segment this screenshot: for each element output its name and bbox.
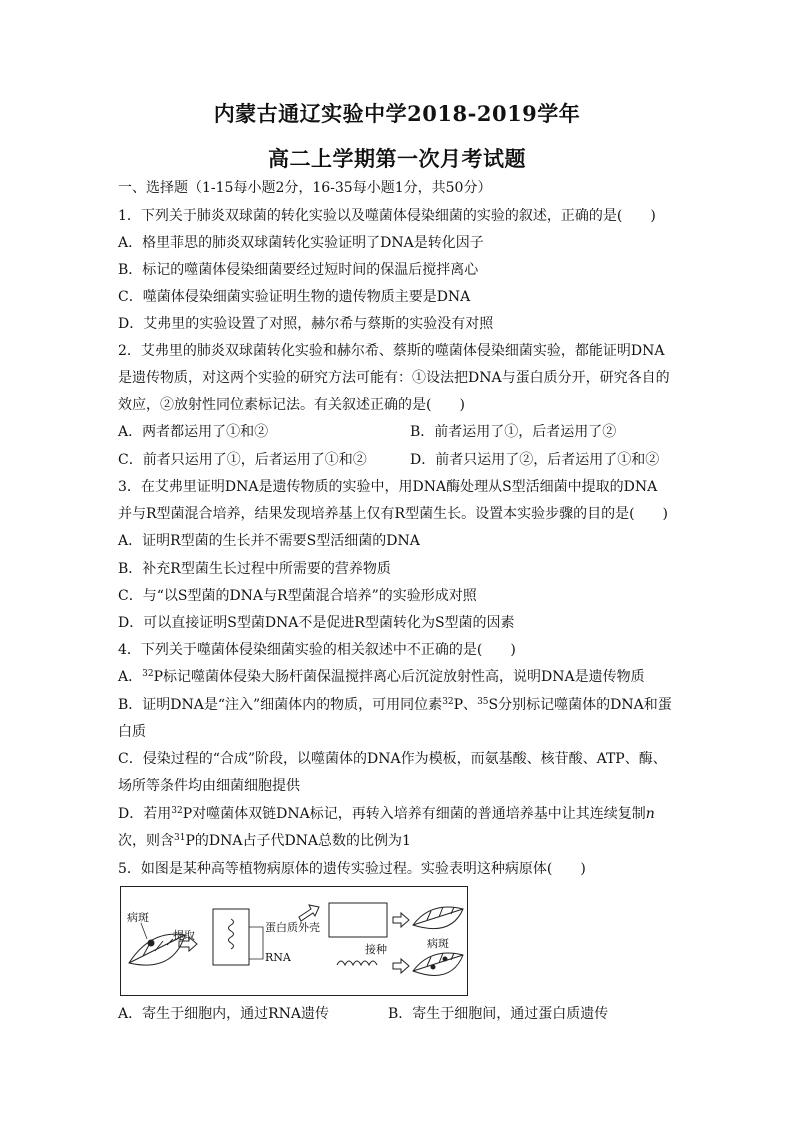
- q4-b-isotope-1: 32: [442, 697, 454, 707]
- q3-option-a: A．证明R型菌的生长并不需要S型活细菌的DNA: [118, 533, 420, 549]
- pathogen-experiment-figure: [120, 886, 468, 996]
- q4-d2-prefix: 次，则含: [118, 833, 174, 849]
- q4-a-text: P标记噬菌体侵染大肠杆菌保温搅拌离心后沉淀放射性高，说明DNA是遗传物质: [153, 669, 645, 685]
- label-extract: 提取: [173, 929, 195, 942]
- q2-stem-line1: 2．艾弗里的肺炎双球菌转化实验和赫尔希、蔡斯的噬菌体侵染细菌实验，都能证明DNA: [118, 343, 665, 359]
- q4-option-d-line2: [118, 832, 411, 850]
- q2-option-b: B．前者运用了①，后者运用了②: [410, 424, 617, 440]
- q4-b-isotope-2: 35: [477, 697, 489, 707]
- q4-option-c-line2: 场所等条件均由细菌细胞提供: [118, 778, 300, 794]
- q4-b-prefix: B．证明DNA是“注入”细菌体内的物质，可用同位素: [118, 697, 443, 713]
- q1-option-c: C．噬菌体侵染细菌实验证明生物的遗传物质主要是DNA: [118, 289, 471, 305]
- q1-option-d: D．艾弗里的实验设置了对照，赫尔希与蔡斯的实验没有对照: [118, 316, 494, 332]
- rna-coil-icon: [337, 961, 377, 965]
- q4-b-mid: P、: [453, 697, 478, 713]
- healthy-leaf-icon: [413, 907, 463, 929]
- label-protein-coat: 蛋白质外壳: [265, 921, 320, 934]
- label-spot-right: 病斑: [427, 937, 449, 950]
- label-spot-left: 病斑: [127, 911, 149, 924]
- q4-option-c-line1: C．侵染过程的“合成”阶段，以噬菌体的DNA作为模板，而氨基酸、核苷酸、ATP、酶、: [118, 751, 667, 767]
- q2-option-c: C．前者只运用了①，后者运用了①和②: [118, 452, 367, 468]
- virus-coil-icon: [229, 919, 234, 949]
- q4-d-prefix: D．若用: [118, 806, 172, 822]
- q4-a-isotope: 32: [142, 669, 154, 679]
- section-heading: 一、选择题（1-15每小题2分，16-35每小题1分，共50分）: [118, 180, 492, 196]
- q1-option-a: A．格里菲思的肺炎双球菌转化实验证明了DNA是转化因子: [118, 235, 484, 251]
- q2-stem-line2: 是遗传物质，对这两个实验的研究方法可能有：①设法把DNA与蛋白质分开，研究各自的: [118, 370, 670, 386]
- q4-stem: 4．下列关于噬菌体侵染细菌实验的相关叙述中不正确的是( ): [118, 642, 516, 658]
- q3-stem-line1: 3．在艾弗里证明DNA是遗传物质的实验中，用DNA酶处理从S型活细菌中提取的DNA: [118, 479, 658, 495]
- q3-stem-line2: 并与R型菌混合培养，结果发现培养基上仅有R型菌生长。设置本实验步骤的目的是( ): [118, 506, 669, 522]
- q5-stem: 5．如图是某种高等植物病原体的遗传实验过程。实验表明这种病原体( ): [118, 861, 586, 877]
- diseased-leaf-right-icon: [413, 953, 463, 975]
- label-inoculate: 接种: [365, 943, 387, 956]
- q4-d-text: P对噬菌体双链DNA标记，再转入培养有细菌的普通培养基中让其连续复制: [182, 806, 646, 822]
- q4-d-isotope: 32: [171, 806, 183, 816]
- inoculate-arrow-top-icon: [393, 913, 409, 927]
- q2-option-d: D．前者只运用了②，后者运用了①和②: [410, 452, 660, 468]
- q4-b-text: S分别标记噬菌体的DNA和蛋: [488, 697, 672, 713]
- q4-option-b: [118, 696, 672, 714]
- q1-stem: 1．下列关于肺炎双球菌的转化实验以及噬菌体侵染细菌的实验的叙述，正确的是( ): [118, 208, 656, 224]
- q3-option-c: C．与“以S型菌的DNA与R型菌混合培养”的实验形成对照: [118, 588, 477, 604]
- q4-d2-isotope: 31: [174, 833, 186, 843]
- label-rna: RNA: [265, 951, 291, 964]
- q4-a-prefix: A．: [118, 669, 143, 685]
- q2-stem-line3: 效应，②放射性同位素标记法。有关叙述正确的是( ): [118, 397, 465, 413]
- q1-option-b: B．标记的噬菌体侵染细菌要经过短时间的保温后搅拌离心: [118, 262, 479, 278]
- q4-option-a: [118, 668, 645, 686]
- q3-option-d: D．可以直接证明S型菌DNA不是促进R型菌转化为S型菌的因素: [118, 615, 515, 631]
- q5-option-a: A．寄生于细胞内，通过RNA遗传: [118, 1006, 330, 1022]
- inoculate-arrow-bottom-icon: [393, 959, 409, 973]
- q4-d-variable: n: [645, 806, 655, 822]
- exam-title-line1: 内蒙古通辽实验中学2018-2019学年: [213, 101, 581, 126]
- q4-option-d-line1: [118, 805, 655, 823]
- exam-title-line2: 高二上学期第一次月考试题: [268, 146, 526, 171]
- result-box: [329, 903, 387, 937]
- q3-option-b: B．补充R型菌生长过程中所需要的营养物质: [118, 561, 391, 577]
- q2-option-a: A．两者都运用了①和②: [118, 424, 269, 440]
- q4-option-b-line2: 白质: [118, 724, 146, 740]
- q4-d2-text: P的DNA占子代DNA总数的比例为1: [185, 833, 411, 849]
- q5-option-b: B．寄生于细胞间，通过蛋白质遗传: [388, 1006, 609, 1022]
